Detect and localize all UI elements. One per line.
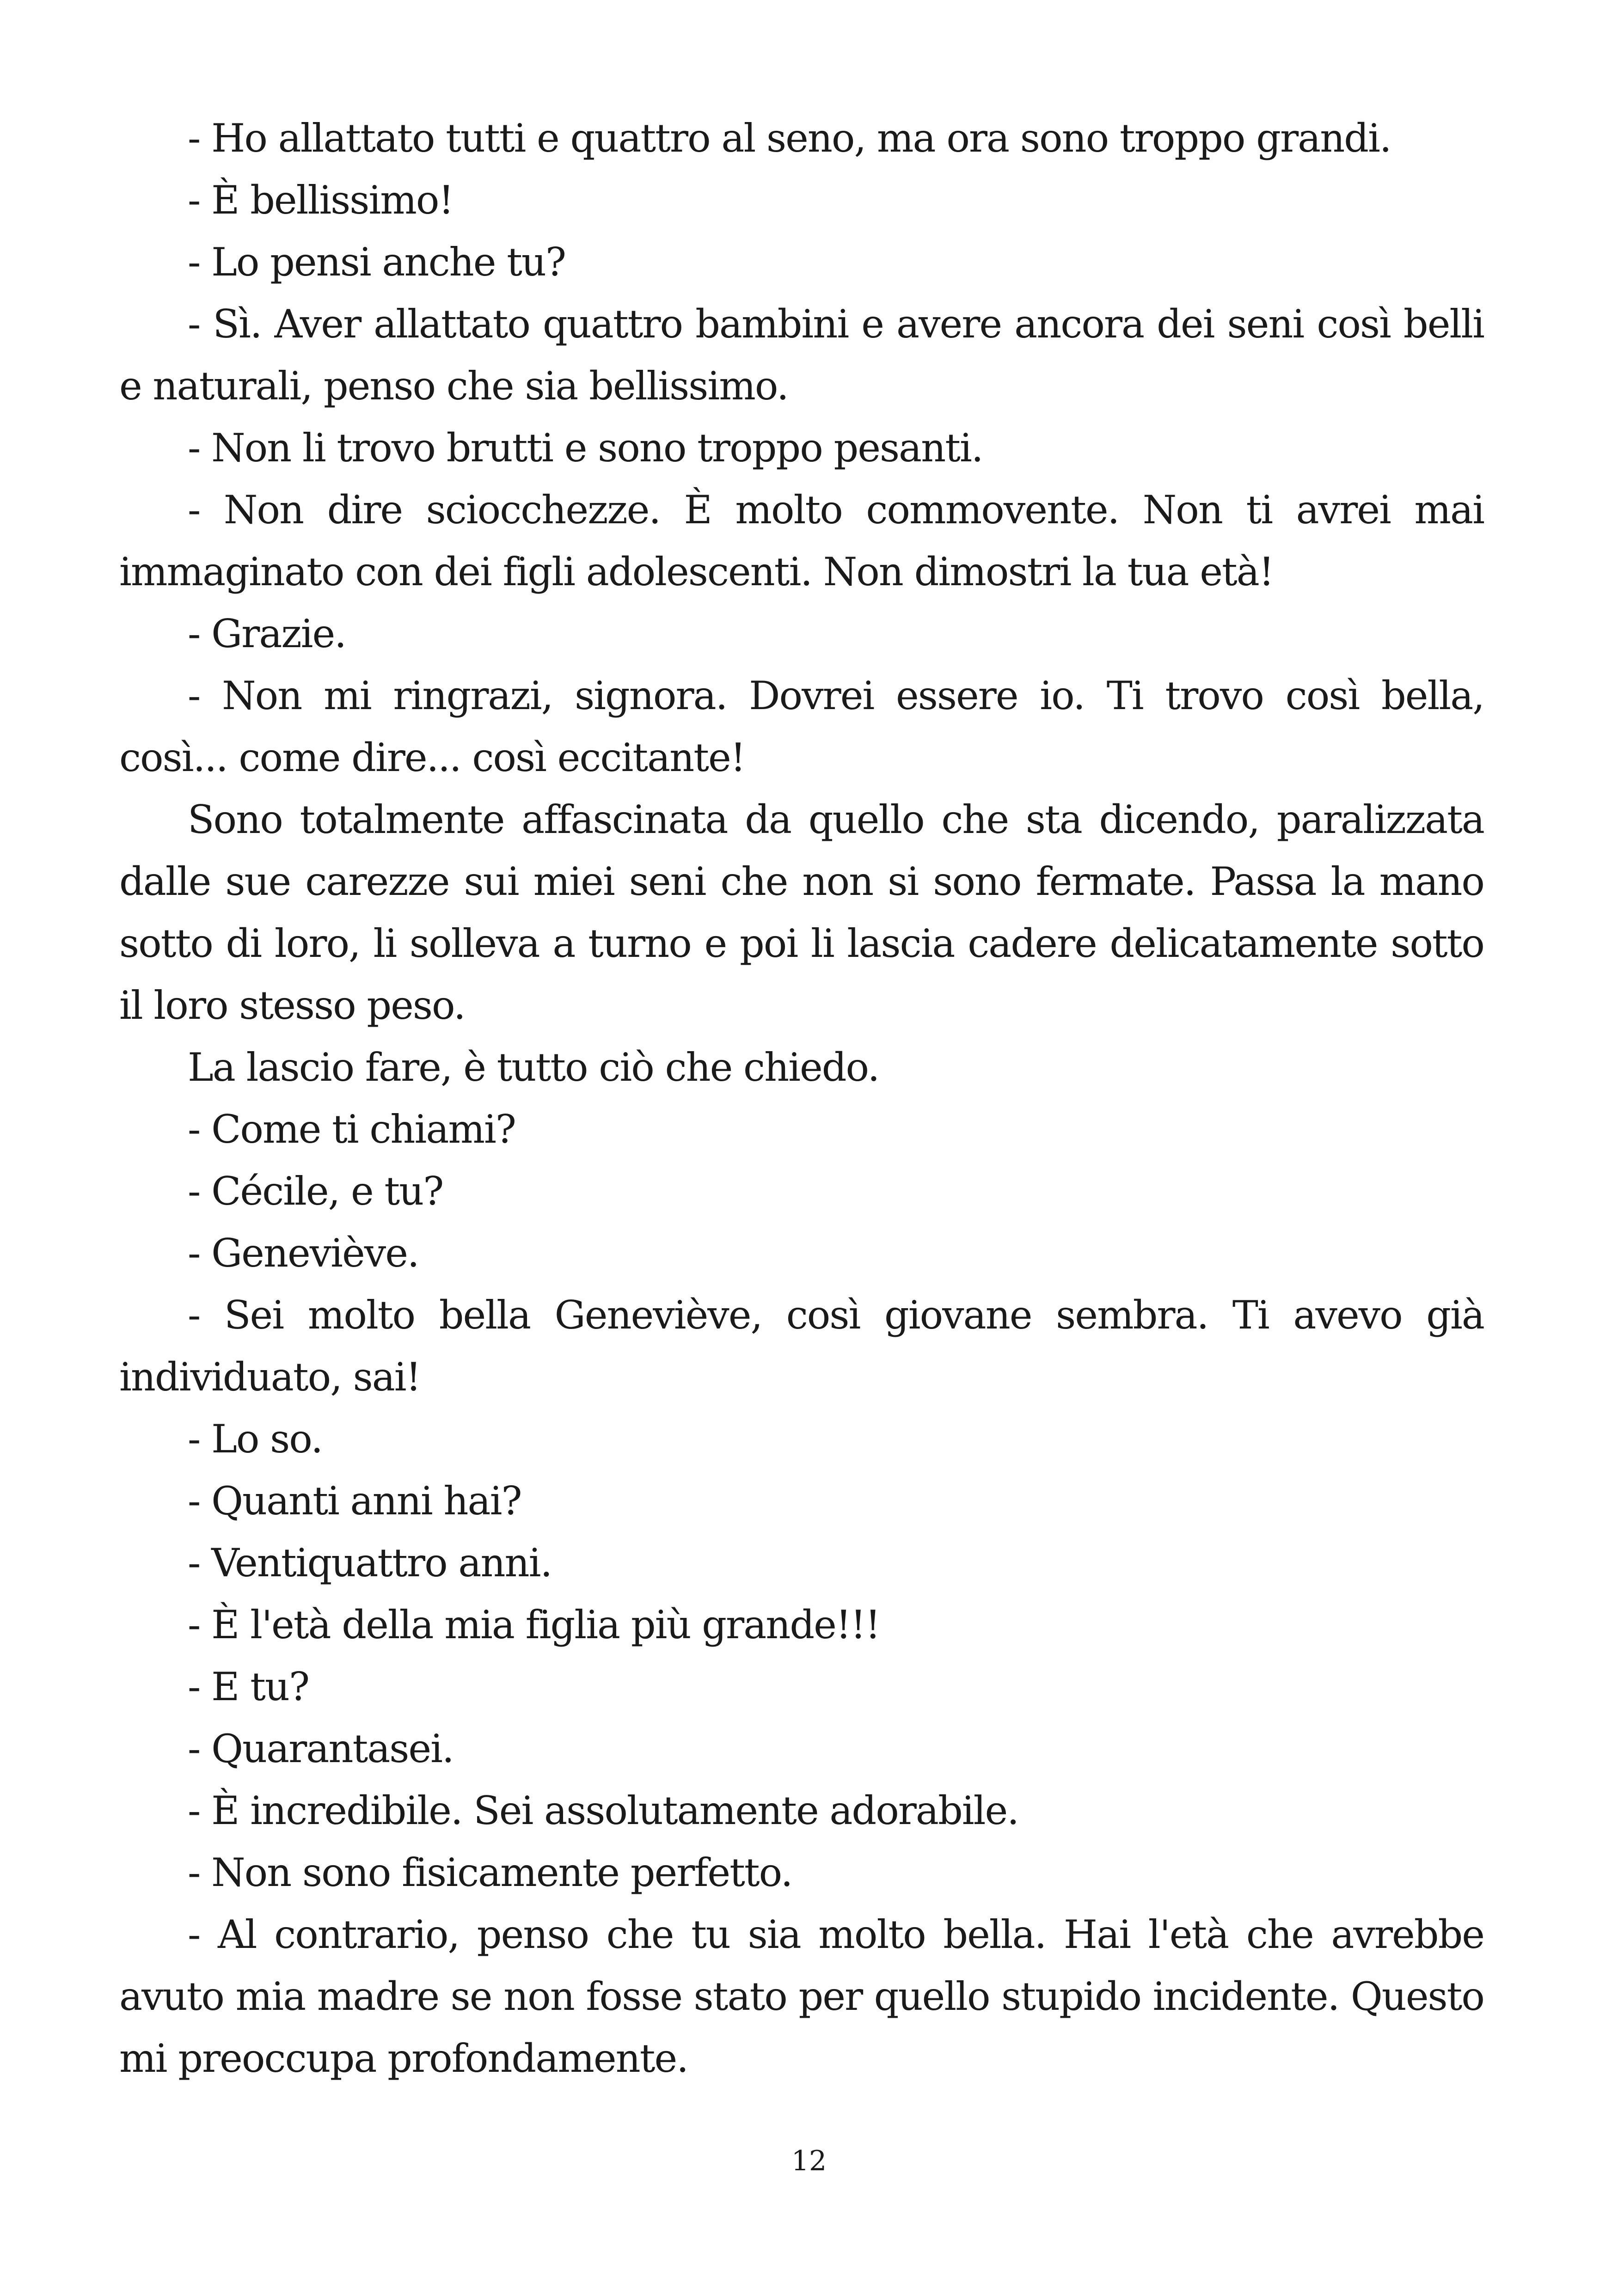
paragraph-18: - È l'età della mia figlia più grande!!! [188, 1602, 880, 1647]
paragraph-22: - Non sono fisicamente perfetto. [188, 1850, 792, 1895]
paragraph-6: - Non dire sciocchezze. È molto commovente. Non ti avrei mai immaginato con dei figli adolescenti. Non dimostri la tua età! [119, 487, 1484, 594]
paragraph-15: - Lo so. [188, 1416, 323, 1462]
paragraph-13: - Geneviève. [188, 1231, 419, 1276]
paragraph-14: - Sei molto bella Geneviève, così giovane sembra. Ti avevo già individuato, sai! [119, 1292, 1484, 1400]
paragraph-23: - Al contrario, penso che tu sia molto bella. Hai l'età che avrebbe avuto mia madre se non fosse stato per quello stupido incidente. Questo mi preoccupa profondamente. [119, 1912, 1484, 2081]
paragraph-1: - Ho allattato tutti e quattro al seno, ma ora sono troppo grandi. [188, 116, 1391, 161]
page-number: 12 [791, 2145, 827, 2177]
paragraph-3: - Lo pensi anche tu? [188, 239, 566, 285]
paragraph-7: - Grazie. [188, 611, 346, 656]
paragraph-12: - Cécile, e tu? [188, 1169, 443, 1214]
paragraph-20: - Quarantasei. [188, 1726, 454, 1771]
paragraph-4: - Sì. Aver allattato quattro bambini e avere ancora dei seni così belli e naturali, penso che sia bellissimo. [119, 301, 1484, 409]
paragraph-5: - Non li trovo brutti e sono troppo pesanti. [188, 425, 983, 471]
paragraph-2: - È bellissimo! [188, 178, 454, 223]
paragraph-10: La lascio fare, è tutto ciò che chiedo. [188, 1045, 879, 1090]
paragraph-17: - Ventiquattro anni. [188, 1540, 552, 1586]
paragraph-21: - È incredibile. Sei assolutamente adorabile. [188, 1788, 1018, 1833]
paragraph-16: - Quanti anni hai? [188, 1478, 521, 1524]
paragraph-9: Sono totalmente affascinata da quello che sta dicendo, paralizzata dalle sue carezze sui miei seni che non si sono fermate. Passa la mano sotto di loro, li solleva a turno e poi li lascia cadere delicatamente sotto il loro stesso peso. [119, 797, 1484, 1028]
body-text [119, 107, 1484, 2089]
paragraph-8: - Non mi ringrazi, signora. Dovrei essere io. Ti trovo così bella, così... come dire... così eccitante! [119, 673, 1484, 780]
paragraph-11: - Come ti chiami? [188, 1107, 515, 1152]
paragraph-19: - E tu? [188, 1664, 309, 1709]
